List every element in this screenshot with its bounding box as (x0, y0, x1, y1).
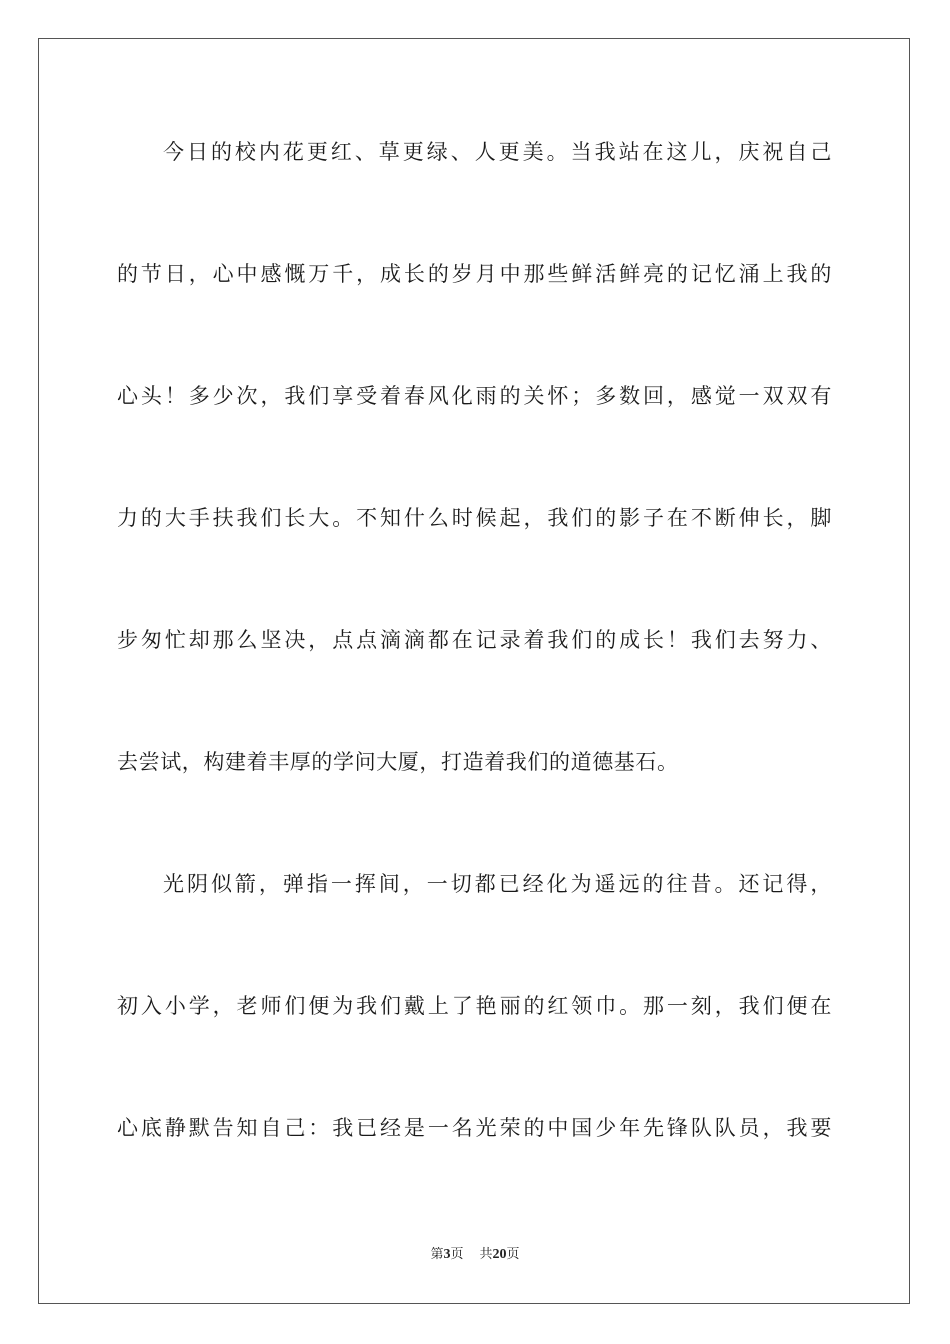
paragraph-1-line-1: 今日的校内花更红、草更绿、人更美。当我站在这儿，庆祝自己 (163, 140, 832, 164)
paragraph-1-line-4: 力的大手扶我们长大。不知什么时候起，我们的影子在不断伸长，脚 (117, 506, 832, 530)
paragraph-1-line-3: 心头！多少次，我们享受着春风化雨的关怀；多数回，感觉一双双有 (117, 384, 832, 408)
total-suffix: 页 (506, 1247, 520, 1262)
page-suffix: 页 (450, 1247, 464, 1262)
paragraph-2-line-1: 光阴似箭，弹指一挥间，一切都已经化为遥远的往昔。还记得， (163, 872, 832, 896)
total-prefix: 共 (479, 1247, 493, 1262)
paragraph-2-line-2: 初入小学，老师们便为我们戴上了艳丽的红领巾。那一刻，我们便在 (117, 994, 832, 1018)
paragraph-1-line-6: 去尝试，构建着丰厚的学问大厦，打造着我们的道德基石。 (117, 750, 679, 774)
page-number: 3 (443, 1247, 451, 1262)
paragraph-1-line-2: 的节日，心中感慨万千，成长的岁月中那些鲜活鲜亮的记忆涌上我的 (117, 262, 832, 286)
total-pages: 20 (492, 1247, 507, 1262)
paragraph-2-line-3: 心底静默告知自己：我已经是一名光荣的中国少年先锋队队员，我要 (117, 1116, 832, 1140)
page-prefix: 第 (430, 1247, 444, 1262)
paragraph-1-line-5: 步匆忙却那么坚决，点点滴滴都在记录着我们的成长！我们去努力、 (117, 628, 832, 652)
page-footer (0, 1246, 950, 1264)
